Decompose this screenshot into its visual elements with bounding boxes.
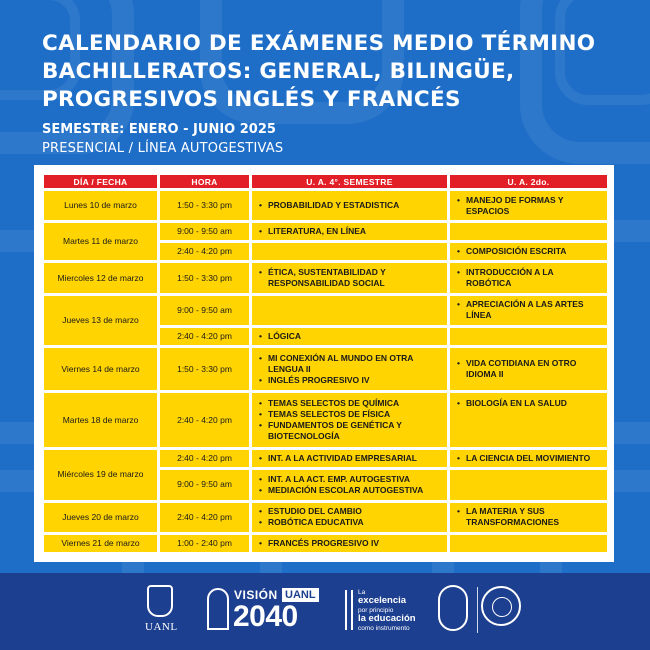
schedule-table-container (34, 165, 614, 562)
subject-item: • COMPOSICIÓN ESCRITA (456, 246, 601, 257)
table-row (44, 223, 607, 240)
vision-year: 2040 (233, 600, 298, 633)
day-cell: Viernes 21 de marzo (44, 535, 157, 552)
school-seal-icon (438, 585, 468, 631)
subject-item: • MI CONEXIÓN AL MUNDO EN OTRA LENGUA II (258, 353, 441, 375)
excellence-line: excelencia (358, 595, 407, 606)
day-cell: Martes 18 de marzo (44, 393, 157, 447)
day-cell: Miércoles 19 de marzo (44, 450, 157, 499)
footer-bar (0, 573, 650, 650)
hour-cell: 2:40 - 4:20 pm (160, 503, 249, 532)
sem4-cell (252, 503, 447, 532)
table-row (44, 296, 607, 325)
sem4-cell (252, 243, 447, 260)
title-line: BACHILLERATOS: GENERAL, BILINGÜE, (42, 59, 515, 84)
title-line: CALENDARIO DE EXÁMENES MEDIO TÉRMINO (42, 31, 596, 56)
excellence-logo (342, 587, 442, 635)
day-cell: Martes 11 de marzo (44, 223, 157, 260)
subject-item: • BIOLOGÍA EN LA SALUD (456, 398, 601, 409)
subject-item: • ESTUDIO DEL CAMBIO (258, 506, 441, 517)
hour-cell: 1:50 - 3:30 pm (160, 191, 249, 220)
sem2-cell (450, 328, 607, 345)
hour-cell: 9:00 - 9:50 am (160, 470, 249, 499)
table-row (44, 503, 607, 532)
table-row (44, 535, 607, 552)
header-sem4: U. A. 4°. SEMESTRE (252, 175, 447, 188)
institution-seal-icon (481, 586, 521, 626)
subject-item: • FRANCÉS PROGRESIVO IV (258, 538, 441, 549)
table-row (44, 450, 607, 467)
hour-cell: 2:40 - 4:20 pm (160, 328, 249, 345)
hour-cell: 9:00 - 9:50 am (160, 296, 249, 325)
sem2-cell (450, 243, 607, 260)
schedule-table (41, 172, 610, 555)
header-hour: HORA (160, 175, 249, 188)
sem2-cell (450, 470, 607, 499)
sem2-cell (450, 348, 607, 390)
excellence-line: La (358, 589, 366, 596)
torch-icon (345, 590, 353, 630)
sem2-cell (450, 393, 607, 447)
vision-label: VISIÓN (234, 588, 278, 602)
sem4-cell (252, 263, 447, 292)
subject-item: • LA MATERIA Y SUS TRANSFORMACIONES (456, 506, 601, 528)
subject-item: • MEDIACIÓN ESCOLAR AUTOGESTIVA (258, 485, 441, 496)
sem4-cell (252, 348, 447, 390)
hour-cell: 1:50 - 3:30 pm (160, 348, 249, 390)
day-cell: Jueves 20 de marzo (44, 503, 157, 532)
subject-item: • MANEJO DE FORMAS Y ESPACIOS (456, 195, 601, 217)
vision-pillar-icon (207, 588, 229, 630)
subject-item: • TEMAS SELECTOS DE QUÍMICA (258, 398, 441, 409)
hour-cell: 1:00 - 2:40 pm (160, 535, 249, 552)
subject-item: • ÉTICA, SUSTENTABILIDAD Y RESPONSABILIDAD SOCIAL (258, 267, 441, 289)
day-cell: Lunes 10 de marzo (44, 191, 157, 220)
day-cell: Miercoles 12 de marzo (44, 263, 157, 292)
sem2-cell (450, 450, 607, 467)
sem4-cell (252, 450, 447, 467)
subject-item: • APRECIACIÓN A LAS ARTES LÍNEA (456, 299, 601, 321)
subject-item: • INT. A LA ACTIVIDAD EMPRESARIAL (258, 453, 441, 464)
sem4-cell (252, 393, 447, 447)
sem4-cell (252, 223, 447, 240)
table-row (44, 263, 607, 292)
hour-cell: 2:40 - 4:20 pm (160, 450, 249, 467)
subject-item: • INT. A LA ACT. EMP. AUTOGESTIVA (258, 474, 441, 485)
subject-item: • LA CIENCIA DEL MOVIMIENTO (456, 453, 601, 464)
sem4-cell (252, 191, 447, 220)
subject-item: • INGLÉS PROGRESIVO IV (258, 375, 441, 386)
header-sem2: U. A. 2do. (450, 175, 607, 188)
hour-cell: 2:40 - 4:20 pm (160, 393, 249, 447)
logo-divider (477, 587, 478, 633)
title-line: PROGRESIVOS INGLÉS Y FRANCÉS (42, 87, 461, 112)
excellence-line: la educación (358, 613, 416, 624)
sem4-cell (252, 535, 447, 552)
table-row (44, 393, 607, 447)
vision-2040-logo (207, 588, 321, 632)
hour-cell: 1:50 - 3:30 pm (160, 263, 249, 292)
subject-item: • INTRODUCCIÓN A LA ROBÓTICA (456, 267, 601, 289)
sem2-cell (450, 503, 607, 532)
sem4-cell (252, 328, 447, 345)
hour-cell: 2:40 - 4:20 pm (160, 243, 249, 260)
sem4-cell (252, 470, 447, 499)
header-day: DÍA / FECHA (44, 175, 157, 188)
sem2-cell (450, 263, 607, 292)
table-row (44, 348, 607, 390)
semester-label: SEMESTRE: ENERO - JUNIO 2025 (42, 122, 276, 137)
excellence-line: como instrumento (358, 625, 410, 632)
subject-item: • PROBABILIDAD Y ESTADISTICA (258, 200, 441, 211)
excellence-line: por principio (358, 607, 394, 614)
sem2-cell (450, 296, 607, 325)
subject-item: • VIDA COTIDIANA EN OTRO IDIOMA II (456, 358, 601, 380)
page-title (42, 30, 622, 114)
subject-item: • LÓGICA (258, 331, 441, 342)
institution-seal-logo (481, 586, 523, 630)
subject-item: • ROBÓTICA EDUCATIVA (258, 517, 441, 528)
school-seal-logo (438, 585, 472, 633)
hour-cell: 9:00 - 9:50 am (160, 223, 249, 240)
subject-item: • LITERATURA, EN LÍNEA (258, 226, 441, 237)
day-cell: Jueves 13 de marzo (44, 296, 157, 345)
sem2-cell (450, 535, 607, 552)
table-row (44, 191, 607, 220)
subject-item: • TEMAS SELECTOS DE FÍSICA (258, 409, 441, 420)
modality-label: PRESENCIAL / LÍNEA AUTOGESTIVAS (42, 141, 284, 156)
vision-badge: UANL (282, 588, 319, 602)
sem2-cell (450, 223, 607, 240)
sem4-cell (252, 296, 447, 325)
subject-item: • FUNDAMENTOS DE GENÉTICA Y BIOTECNOLOGÍA (258, 420, 441, 442)
uanl-shield-icon (147, 585, 173, 617)
day-cell: Viernes 14 de marzo (44, 348, 157, 390)
uanl-text: UANL (145, 621, 178, 633)
table-header-row (44, 175, 607, 188)
sem2-cell (450, 191, 607, 220)
uanl-logo (145, 585, 178, 633)
